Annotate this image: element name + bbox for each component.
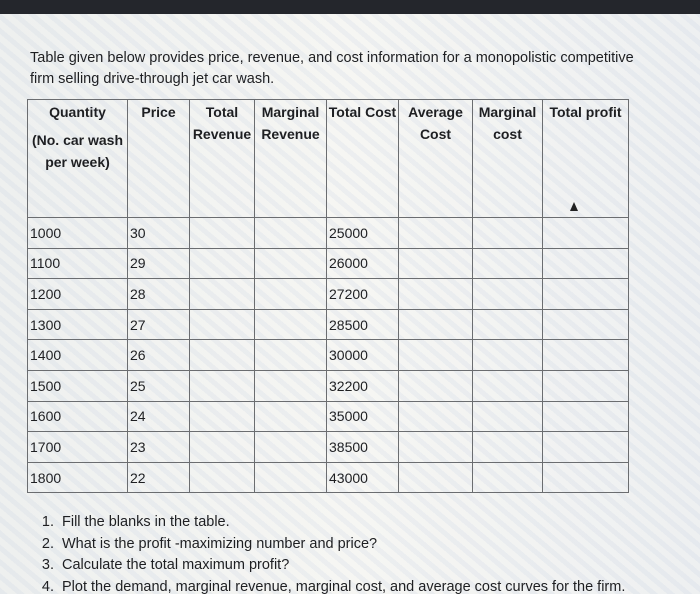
question-item: 1. Fill the blanks in the table. [58, 512, 700, 534]
cell-marginal-revenue [255, 462, 327, 493]
cell-marginal-cost [473, 370, 543, 401]
mouse-pointer-icon [570, 202, 578, 211]
cell-average-cost [399, 370, 473, 401]
cell-price: 30 [128, 218, 190, 249]
header-price: Price [128, 100, 190, 218]
cell-total-profit [543, 370, 629, 401]
header-total-revenue: Total Revenue [190, 100, 255, 218]
cell-marginal-cost [473, 340, 543, 371]
cell-quantity: 1100 [28, 248, 128, 279]
cell-quantity: 1300 [28, 309, 128, 340]
cell-price: 26 [128, 340, 190, 371]
cell-marginal-revenue [255, 432, 327, 463]
cell-total-cost: 27200 [327, 279, 399, 310]
cell-average-cost [399, 340, 473, 371]
cell-quantity: 1800 [28, 462, 128, 493]
cell-quantity: 1400 [28, 340, 128, 371]
table-body [28, 218, 629, 493]
cell-total-profit [543, 432, 629, 463]
cell-marginal-revenue [255, 248, 327, 279]
cell-price: 23 [128, 432, 190, 463]
cell-marginal-cost [473, 309, 543, 340]
table-row [28, 432, 629, 463]
cell-price: 25 [128, 370, 190, 401]
cell-average-cost [399, 279, 473, 310]
cell-price: 29 [128, 248, 190, 279]
question-item: 4. Plot the demand, marginal revenue, marginal cost, and average cost curves for the firm. [58, 577, 700, 594]
cell-total-revenue [190, 370, 255, 401]
cell-total-cost: 30000 [327, 340, 399, 371]
cell-total-cost: 35000 [327, 401, 399, 432]
cell-marginal-cost [473, 462, 543, 493]
cell-marginal-revenue [255, 279, 327, 310]
cell-marginal-cost [473, 248, 543, 279]
cell-average-cost [399, 462, 473, 493]
header-marginal-revenue: Marginal Revenue [255, 100, 327, 218]
header-quantity [28, 100, 128, 218]
cell-total-revenue [190, 432, 255, 463]
cell-price: 28 [128, 279, 190, 310]
cell-total-profit [543, 218, 629, 249]
table-row [28, 370, 629, 401]
cell-marginal-revenue [255, 370, 327, 401]
table-row [28, 401, 629, 432]
cell-marginal-revenue [255, 218, 327, 249]
cell-total-cost: 32200 [327, 370, 399, 401]
cell-price: 24 [128, 401, 190, 432]
cell-marginal-revenue [255, 340, 327, 371]
cell-average-cost [399, 218, 473, 249]
photo-of-screen [0, 14, 700, 594]
cost-revenue-table [27, 99, 629, 493]
question-list [30, 512, 700, 594]
table-row [28, 248, 629, 279]
cell-total-profit [543, 309, 629, 340]
cell-average-cost [399, 432, 473, 463]
question-item: 3. Calculate the total maximum profit? [58, 555, 700, 577]
cell-total-revenue [190, 309, 255, 340]
cell-marginal-cost [473, 279, 543, 310]
table-row [28, 462, 629, 493]
cell-total-cost: 38500 [327, 432, 399, 463]
cell-quantity: 1700 [28, 432, 128, 463]
cell-total-cost: 25000 [327, 218, 399, 249]
cell-quantity: 1200 [28, 279, 128, 310]
cell-total-revenue [190, 279, 255, 310]
question-document [10, 18, 685, 594]
cell-total-revenue [190, 340, 255, 371]
cell-total-revenue [190, 218, 255, 249]
cell-quantity: 1000 [28, 218, 128, 249]
cell-total-cost: 43000 [327, 462, 399, 493]
cell-average-cost [399, 248, 473, 279]
header-marginal-cost: Marginal cost [473, 100, 543, 218]
cell-total-revenue [190, 462, 255, 493]
cell-price: 27 [128, 309, 190, 340]
cell-total-profit [543, 340, 629, 371]
cell-price: 22 [128, 462, 190, 493]
cell-total-profit [543, 279, 629, 310]
cell-total-revenue [190, 248, 255, 279]
cell-total-profit [543, 248, 629, 279]
intro-text: Table given below provides price, revenue, and cost information for a monopolistic competitive firm selling drive-through jet car wash. [30, 50, 634, 87]
table-row [28, 340, 629, 371]
question-item: 2. What is the profit -maximizing number and price? [58, 534, 700, 556]
cell-average-cost [399, 309, 473, 340]
cell-total-profit [543, 401, 629, 432]
cell-average-cost [399, 401, 473, 432]
cell-total-cost: 26000 [327, 248, 399, 279]
table-row [28, 218, 629, 249]
cell-total-revenue [190, 401, 255, 432]
header-total-cost: Total Cost [327, 100, 399, 218]
table-row [28, 309, 629, 340]
cell-total-profit [543, 462, 629, 493]
header-quantity-sub: (No. car wash per week) [31, 132, 124, 170]
cell-marginal-cost [473, 432, 543, 463]
header-total-profit: Total profit [543, 100, 629, 218]
cell-quantity: 1500 [28, 370, 128, 401]
table-row [28, 279, 629, 310]
cell-marginal-cost [473, 218, 543, 249]
table-header-row [28, 100, 629, 218]
cell-quantity: 1600 [28, 401, 128, 432]
header-quantity-title: Quantity [49, 104, 106, 120]
header-average-cost: Average Cost [399, 100, 473, 218]
cell-marginal-revenue [255, 401, 327, 432]
cell-total-cost: 28500 [327, 309, 399, 340]
cell-marginal-cost [473, 401, 543, 432]
cell-marginal-revenue [255, 309, 327, 340]
